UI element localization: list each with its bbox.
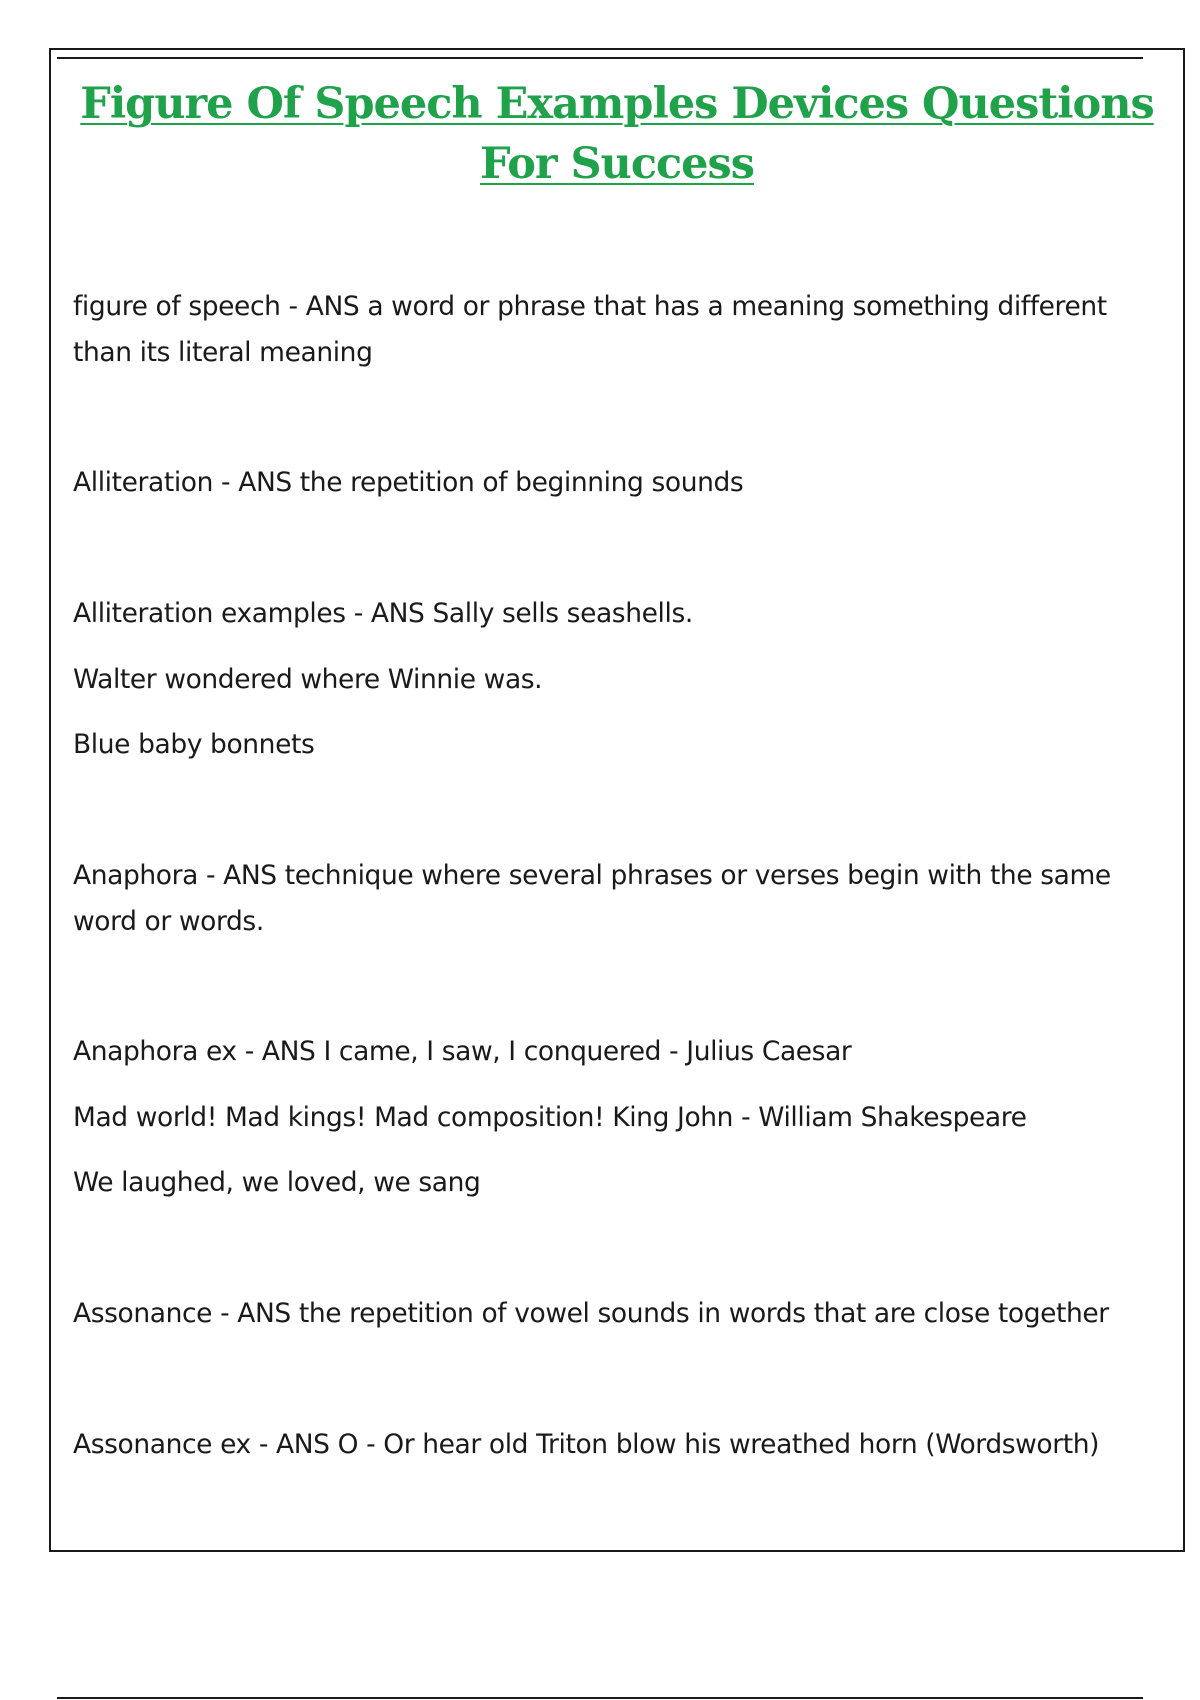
- paragraph-assonance-examples: Assonance ex - ANS O - Or hear old Triton blow his wreathed horn (Wordsworth): [73, 1429, 1100, 1460]
- top-rule: [57, 57, 1143, 59]
- paragraph-alliteration: Alliteration - ANS the repetition of beginning sounds: [73, 467, 744, 498]
- bottom-rule: [57, 1697, 1143, 1699]
- paragraph-anaphora-example-2: Mad world! Mad kings! Mad composition! King John - William Shakespeare: [73, 1102, 1027, 1133]
- paragraph-assonance: Assonance - ANS the repetition of vowel sounds in words that are close together: [73, 1298, 1109, 1329]
- paragraph-alliteration-example-3: Blue baby bonnets: [73, 729, 315, 760]
- paragraph-anaphora: Anaphora - ANS technique where several phrases or verses begin with the same word or words.: [73, 860, 1111, 937]
- paragraph-anaphora-examples: Anaphora ex - ANS I came, I saw, I conquered - Julius Caesar: [73, 1036, 852, 1067]
- paragraph-alliteration-examples: Alliteration examples - ANS Sally sells seashells.: [73, 598, 693, 629]
- paragraph-alliteration-example-2: Walter wondered where Winnie was.: [73, 664, 543, 695]
- document-title: Figure Of Speech Examples Devices Questions For Success: [80, 79, 1154, 189]
- paragraph-figure-of-speech: figure of speech - ANS a word or phrase that has a meaning something different than its literal meaning: [73, 291, 1107, 368]
- paragraph-anaphora-example-3: We laughed, we loved, we sang: [73, 1167, 481, 1198]
